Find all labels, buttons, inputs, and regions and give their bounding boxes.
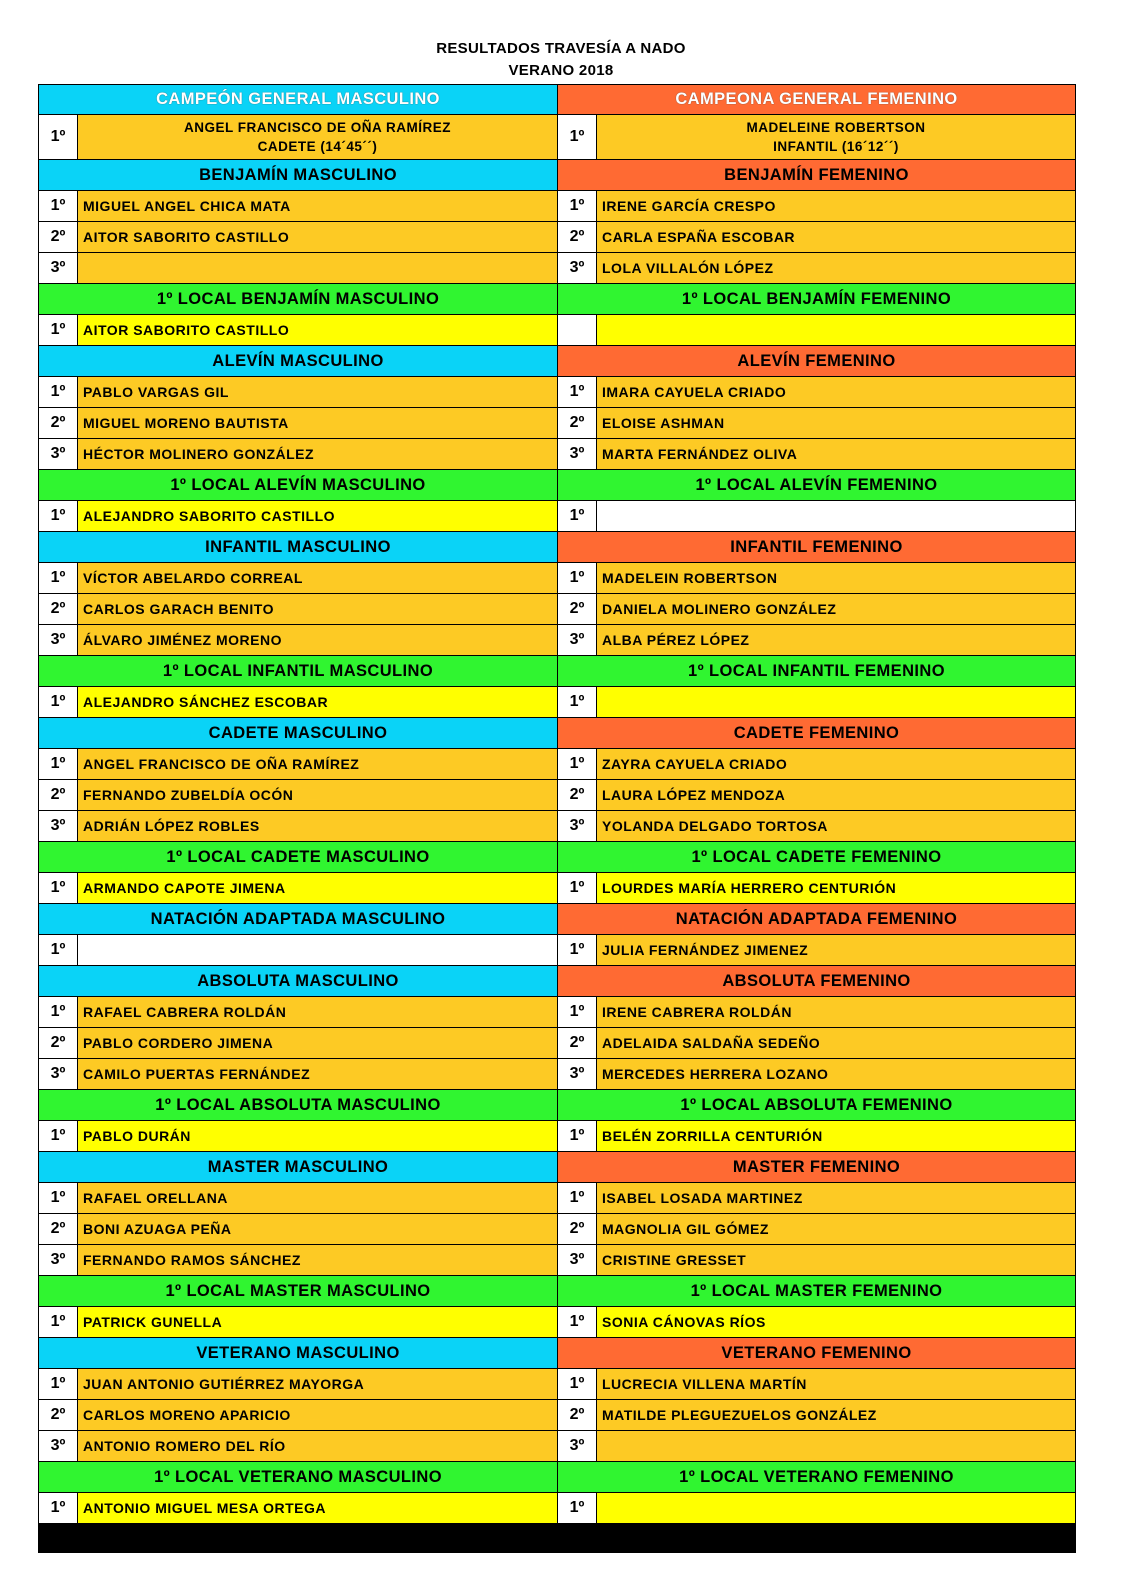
position-label: 1º (558, 873, 596, 903)
document-title-block (0, 38, 1122, 82)
category-header-row (38, 1151, 1076, 1182)
position-label: 1º (39, 997, 77, 1027)
position-label: 3º (558, 253, 596, 283)
swimmer-name-femenino: ISABEL LOSADA MARTINEZ (596, 1183, 1075, 1213)
swimmer-name-femenino: SONIA CÁNOVAS RÍOS (596, 1307, 1075, 1337)
category-header-masculino: 1º LOCAL MASTER MASCULINO (39, 1276, 557, 1306)
category-header-femenino: 1º LOCAL INFANTIL FEMENINO (558, 656, 1075, 686)
swimmer-name-femenino: DANIELA MOLINERO GONZÁLEZ (596, 594, 1075, 624)
local-category-header-row (38, 1275, 1076, 1306)
swimmer-name-masculino: ANTONIO MIGUEL MESA ORTEGA (77, 1493, 557, 1523)
swimmer-name-femenino: MAGNOLIA GIL GÓMEZ (596, 1214, 1075, 1244)
position-label: 1º (39, 1307, 77, 1337)
swimmer-name-femenino (596, 1431, 1075, 1461)
swimmer-name-masculino (77, 935, 557, 965)
swimmer-name-masculino: RAFAEL CABRERA ROLDÁN (77, 997, 557, 1027)
position-label: 1º (39, 935, 77, 965)
swimmer-name-femenino: LOLA VILLALÓN LÓPEZ (596, 253, 1075, 283)
champion-femenino-cell (596, 115, 1075, 159)
swimmer-name-masculino: HÉCTOR MOLINERO GONZÁLEZ (77, 439, 557, 469)
swimmer-name-femenino: IMARA CAYUELA CRIADO (596, 377, 1075, 407)
position-label: 1º (39, 115, 77, 159)
table-row (38, 1182, 1076, 1213)
position-label: 1º (39, 873, 77, 903)
swimmer-name-femenino: IRENE GARCÍA CRESPO (596, 191, 1075, 221)
local-category-header-row (38, 469, 1076, 500)
swimmer-name-masculino: BONI AZUAGA PEÑA (77, 1214, 557, 1244)
swimmer-name-femenino: MARTA FERNÁNDEZ OLIVA (596, 439, 1075, 469)
swimmer-name-masculino: PABLO CORDERO JIMENA (77, 1028, 557, 1058)
category-header-masculino: 1º LOCAL ABSOLUTA MASCULINO (39, 1090, 557, 1120)
swimmer-name-femenino: CRISTINE GRESSET (596, 1245, 1075, 1275)
position-label: 3º (39, 253, 77, 283)
table-row (38, 562, 1076, 593)
table-row (38, 1213, 1076, 1244)
table-row (38, 376, 1076, 407)
position-label: 1º (558, 1369, 596, 1399)
champion-masculino-detail: CADETE (14´45´´) (257, 139, 378, 154)
swimmer-name-femenino: ELOISE ASHMAN (596, 408, 1075, 438)
swimmer-name-masculino: RAFAEL ORELLANA (77, 1183, 557, 1213)
position-label: 1º (558, 115, 596, 159)
category-header-masculino: 1º LOCAL BENJAMÍN MASCULINO (39, 284, 557, 314)
swimmer-name-femenino: ADELAIDA SALDAÑA SEDEÑO (596, 1028, 1075, 1058)
position-label: 3º (558, 811, 596, 841)
swimmer-name-masculino: CAMILO PUERTAS FERNÁNDEZ (77, 1059, 557, 1089)
position-label: 1º (558, 191, 596, 221)
position-label: 1º (558, 687, 596, 717)
swimmer-name-femenino: MERCEDES HERRERA LOZANO (596, 1059, 1075, 1089)
category-header-row (38, 531, 1076, 562)
champion-result-row (38, 114, 1076, 159)
swimmer-name-masculino: PATRICK GUNELLA (77, 1307, 557, 1337)
local-category-header-row (38, 283, 1076, 314)
position-label: 1º (39, 1183, 77, 1213)
position-label: 1º (558, 935, 596, 965)
position-label: 1º (39, 315, 77, 345)
category-header-masculino: CADETE MASCULINO (39, 718, 557, 748)
results-table (38, 84, 1076, 1553)
position-label: 1º (39, 1493, 77, 1523)
swimmer-name-femenino (596, 315, 1075, 345)
swimmer-name-masculino: ARMANDO CAPOTE JIMENA (77, 873, 557, 903)
swimmer-name-femenino (596, 687, 1075, 717)
table-row (38, 438, 1076, 469)
swimmer-name-masculino: FERNANDO ZUBELDÍA OCÓN (77, 780, 557, 810)
category-header-femenino: ALEVÍN FEMENINO (558, 346, 1075, 376)
champion-masculino-cell (77, 115, 557, 159)
category-header-masculino: 1º LOCAL VETERANO MASCULINO (39, 1462, 557, 1492)
category-header-femenino: CADETE FEMENINO (558, 718, 1075, 748)
position-label: 1º (39, 563, 77, 593)
swimmer-name-femenino: MATILDE PLEGUEZUELOS GONZÁLEZ (596, 1400, 1075, 1430)
category-header-masculino: 1º LOCAL ALEVÍN MASCULINO (39, 470, 557, 500)
swimmer-name-masculino: ANGEL FRANCISCO DE OÑA RAMÍREZ (77, 749, 557, 779)
document-title: RESULTADOS TRAVESÍA A NADO (436, 40, 686, 57)
table-row (38, 1244, 1076, 1275)
table-row (38, 1058, 1076, 1089)
swimmer-name-femenino: CARLA ESPAÑA ESCOBAR (596, 222, 1075, 252)
table-row (38, 624, 1076, 655)
category-header-row (38, 717, 1076, 748)
local-category-header-row (38, 655, 1076, 686)
swimmer-name-masculino: JUAN ANTONIO GUTIÉRREZ MAYORGA (77, 1369, 557, 1399)
position-label: 2º (39, 1028, 77, 1058)
swimmer-name-masculino: MIGUEL MORENO BAUTISTA (77, 408, 557, 438)
category-header-masculino: 1º LOCAL INFANTIL MASCULINO (39, 656, 557, 686)
table-row (38, 872, 1076, 903)
swimmer-name-masculino: ADRIÁN LÓPEZ ROBLES (77, 811, 557, 841)
category-header-masculino: ABSOLUTA MASCULINO (39, 966, 557, 996)
position-label: 2º (558, 1214, 596, 1244)
table-row (38, 996, 1076, 1027)
position-label: 1º (558, 1307, 596, 1337)
position-label: 2º (39, 408, 77, 438)
category-rows (38, 159, 1076, 1523)
position-label: 1º (558, 563, 596, 593)
position-label: 2º (558, 1028, 596, 1058)
champion-femenino-name: MADELEINE ROBERTSON (746, 120, 926, 135)
category-header-femenino: 1º LOCAL BENJAMÍN FEMENINO (558, 284, 1075, 314)
category-header-femenino: 1º LOCAL MASTER FEMENINO (558, 1276, 1075, 1306)
category-header-femenino: BENJAMÍN FEMENINO (558, 160, 1075, 190)
position-label: 2º (39, 1400, 77, 1430)
table-row (38, 810, 1076, 841)
position-label: 2º (39, 222, 77, 252)
position-label: 1º (558, 1121, 596, 1151)
position-label: 2º (558, 1400, 596, 1430)
position-label: 2º (558, 780, 596, 810)
table-row (38, 593, 1076, 624)
position-label: 1º (558, 1493, 596, 1523)
swimmer-name-masculino: CARLOS MORENO APARICIO (77, 1400, 557, 1430)
position-label: 1º (39, 749, 77, 779)
table-row (38, 1399, 1076, 1430)
position-label: 2º (558, 222, 596, 252)
table-row (38, 779, 1076, 810)
position-label: 1º (39, 1121, 77, 1151)
table-row (38, 407, 1076, 438)
category-header-masculino: VETERANO MASCULINO (39, 1338, 557, 1368)
swimmer-name-femenino: ZAYRA CAYUELA CRIADO (596, 749, 1075, 779)
champion-header-row (38, 84, 1076, 114)
swimmer-name-femenino: BELÉN ZORRILLA CENTURIÓN (596, 1121, 1075, 1151)
category-header-femenino: 1º LOCAL CADETE FEMENINO (558, 842, 1075, 872)
category-header-masculino: MASTER MASCULINO (39, 1152, 557, 1182)
position-label: 3º (558, 1431, 596, 1461)
champion-masculino-name: ANGEL FRANCISCO DE OÑA RAMÍREZ (183, 120, 451, 135)
table-row (38, 748, 1076, 779)
category-header-row (38, 1337, 1076, 1368)
swimmer-name-masculino: AITOR SABORITO CASTILLO (77, 315, 557, 345)
document-subtitle: VERANO 2018 (508, 62, 614, 79)
table-row (38, 1306, 1076, 1337)
category-header-masculino: ALEVÍN MASCULINO (39, 346, 557, 376)
category-header-row (38, 965, 1076, 996)
swimmer-name-masculino: ÁLVARO JIMÉNEZ MORENO (77, 625, 557, 655)
champion-masculino-header: CAMPEÓN GENERAL MASCULINO (39, 85, 557, 114)
swimmer-name-femenino (596, 1493, 1075, 1523)
swimmer-name-femenino: YOLANDA DELGADO TORTOSA (596, 811, 1075, 841)
swimmer-name-masculino: AITOR SABORITO CASTILLO (77, 222, 557, 252)
swimmer-name-masculino: PABLO DURÁN (77, 1121, 557, 1151)
champion-femenino-header: CAMPEONA GENERAL FEMENINO (558, 85, 1075, 114)
swimmer-name-masculino: ALEJANDRO SABORITO CASTILLO (77, 501, 557, 531)
position-label: 1º (39, 687, 77, 717)
category-header-femenino: 1º LOCAL ABSOLUTA FEMENINO (558, 1090, 1075, 1120)
table-row (38, 1120, 1076, 1151)
position-label: 2º (39, 594, 77, 624)
swimmer-name-femenino (596, 501, 1075, 531)
category-header-row (38, 345, 1076, 376)
table-row (38, 500, 1076, 531)
position-label: 1º (39, 1369, 77, 1399)
position-label: 3º (558, 1245, 596, 1275)
category-header-femenino: NATACIÓN ADAPTADA FEMENINO (558, 904, 1075, 934)
swimmer-name-femenino: LOURDES MARÍA HERRERO CENTURIÓN (596, 873, 1075, 903)
table-row (38, 1027, 1076, 1058)
category-header-femenino: INFANTIL FEMENINO (558, 532, 1075, 562)
swimmer-name-femenino: ALBA PÉREZ LÓPEZ (596, 625, 1075, 655)
swimmer-name-masculino: ALEJANDRO SÁNCHEZ ESCOBAR (77, 687, 557, 717)
category-header-femenino: MASTER FEMENINO (558, 1152, 1075, 1182)
bottom-black-bar (38, 1523, 1076, 1553)
position-label: 1º (558, 1183, 596, 1213)
position-label: 1º (558, 749, 596, 779)
table-row (38, 1492, 1076, 1523)
swimmer-name-masculino: ANTONIO ROMERO DEL RÍO (77, 1431, 557, 1461)
position-label: 3º (39, 1431, 77, 1461)
position-label: 3º (39, 811, 77, 841)
position-label: 3º (39, 1245, 77, 1275)
local-category-header-row (38, 841, 1076, 872)
category-header-masculino: INFANTIL MASCULINO (39, 532, 557, 562)
table-row (38, 252, 1076, 283)
position-label: 3º (39, 1059, 77, 1089)
swimmer-name-masculino: PABLO VARGAS GIL (77, 377, 557, 407)
category-header-row (38, 159, 1076, 190)
position-label: 1º (558, 377, 596, 407)
position-label: 3º (558, 439, 596, 469)
swimmer-name-masculino: FERNANDO RAMOS SÁNCHEZ (77, 1245, 557, 1275)
table-row (38, 190, 1076, 221)
position-label: 1º (39, 191, 77, 221)
table-row (38, 686, 1076, 717)
category-header-row (38, 903, 1076, 934)
category-header-femenino: 1º LOCAL VETERANO FEMENINO (558, 1462, 1075, 1492)
swimmer-name-masculino: CARLOS GARACH BENITO (77, 594, 557, 624)
swimmer-name-femenino: LAURA LÓPEZ MENDOZA (596, 780, 1075, 810)
swimmer-name-masculino: MIGUEL ANGEL CHICA MATA (77, 191, 557, 221)
category-header-femenino: 1º LOCAL ALEVÍN FEMENINO (558, 470, 1075, 500)
table-row (38, 1368, 1076, 1399)
position-label: 3º (558, 1059, 596, 1089)
table-row (38, 221, 1076, 252)
swimmer-name-femenino: JULIA FERNÁNDEZ JIMENEZ (596, 935, 1075, 965)
table-row (38, 314, 1076, 345)
swimmer-name-femenino: LUCRECIA VILLENA MARTÍN (596, 1369, 1075, 1399)
category-header-masculino: BENJAMÍN MASCULINO (39, 160, 557, 190)
swimmer-name-masculino: VÍCTOR ABELARDO CORREAL (77, 563, 557, 593)
position-label: 1º (39, 377, 77, 407)
local-category-header-row (38, 1461, 1076, 1492)
position-label: 2º (39, 780, 77, 810)
position-label: 2º (558, 408, 596, 438)
position-label: 2º (558, 594, 596, 624)
table-row (38, 934, 1076, 965)
champion-femenino-detail: INFANTIL (16´12´´) (773, 139, 899, 154)
position-label: 2º (39, 1214, 77, 1244)
position-label: 3º (39, 625, 77, 655)
position-label: 3º (558, 625, 596, 655)
position-label: 3º (39, 439, 77, 469)
position-label: 1º (39, 501, 77, 531)
position-label: 1º (558, 501, 596, 531)
position-label: 1º (558, 997, 596, 1027)
position-label (558, 315, 596, 345)
category-header-masculino: 1º LOCAL CADETE MASCULINO (39, 842, 557, 872)
swimmer-name-femenino: IRENE CABRERA ROLDÁN (596, 997, 1075, 1027)
swimmer-name-femenino: MADELEIN ROBERTSON (596, 563, 1075, 593)
local-category-header-row (38, 1089, 1076, 1120)
table-row (38, 1430, 1076, 1461)
category-header-femenino: VETERANO FEMENINO (558, 1338, 1075, 1368)
category-header-masculino: NATACIÓN ADAPTADA MASCULINO (39, 904, 557, 934)
swimmer-name-masculino (77, 253, 557, 283)
category-header-femenino: ABSOLUTA FEMENINO (558, 966, 1075, 996)
